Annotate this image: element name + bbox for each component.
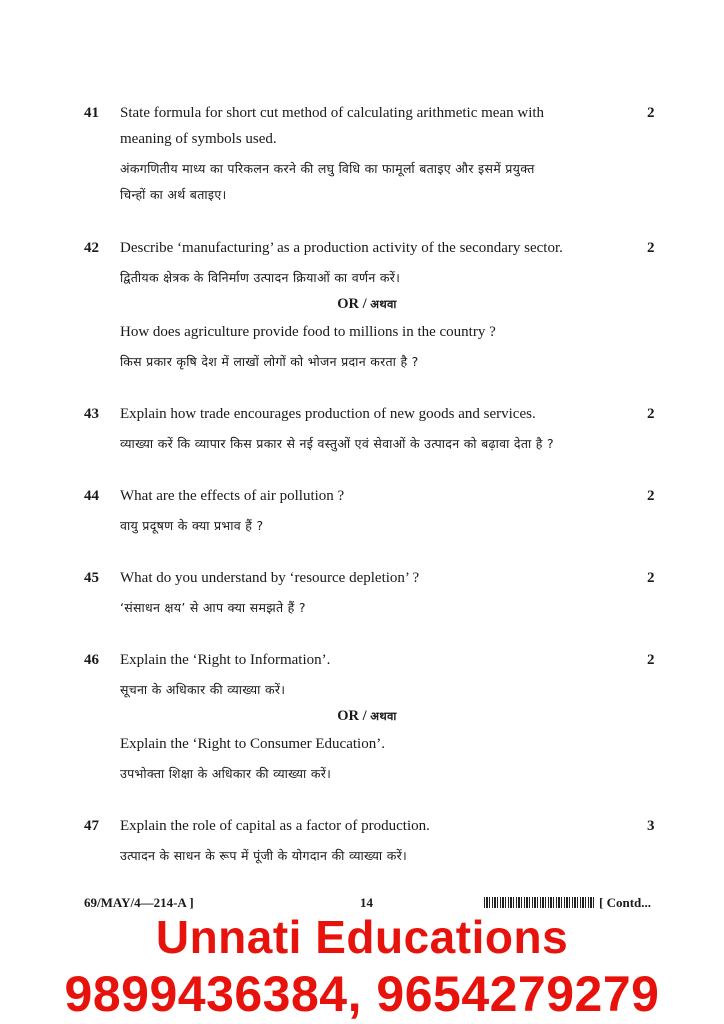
question-text-en: meaning of symbols used.	[120, 131, 277, 147]
watermark-phones: 9899436384, 9654279279	[64, 966, 660, 1022]
marks: 2	[647, 488, 655, 504]
barcode-icon	[484, 897, 594, 908]
question-text-hi: व्याख्या करें कि व्यापार किस प्रकार से नई वस्तुओं एवं सेवाओं के उत्पादन को बढ़ावा देता है ?	[120, 436, 554, 451]
marks: 2	[647, 570, 655, 586]
question-number: 47	[84, 818, 99, 834]
question-text-hi: अंकगणितीय माध्य का परिकलन करने की लघु विधि का फामूर्ला बताइए और इसमें प्रयुक्त	[120, 161, 535, 176]
alt-question-text-hi: किस प्रकार कृषि देश में लाखों लोगों को भोजन प्रदान करता है ?	[120, 354, 419, 369]
question-text-hi: वायु प्रदूषण के क्या प्रभाव हैं ?	[120, 518, 264, 533]
question-text-en: Describe ‘manufacturing’ as a production activity of the secondary sector.	[120, 240, 563, 256]
page-number: 14	[360, 895, 373, 910]
alt-question-text-en: Explain the ‘Right to Consumer Education’.	[120, 736, 385, 752]
or-label: OR	[337, 708, 360, 724]
question-text-hi: द्वितीयक क्षेत्रक के विनिर्माण उत्पादन क्रियाओं का वर्णन करें।	[120, 270, 401, 285]
question-number: 42	[84, 240, 99, 256]
marks: 2	[647, 652, 655, 668]
question-text-en: State formula for short cut method of calculating arithmetic mean with	[120, 105, 545, 121]
question-number: 43	[84, 406, 99, 422]
question-text-en: Explain how trade encourages production of new goods and services.	[120, 406, 536, 422]
question-text-hi: चिन्हों का अर्थ बताइए।	[120, 187, 227, 202]
question-text-en: Explain the ‘Right to Information’.	[120, 652, 331, 668]
alt-question-text-en: How does agriculture provide food to millions in the country ?	[120, 324, 496, 340]
question-text-hi: ‘संसाधन क्षय’ से आप क्या समझते हैं ?	[120, 600, 306, 615]
alt-question-text-hi: उपभोक्ता शिक्षा के अधिकार की व्याख्या करें।	[120, 766, 332, 781]
or-label: OR	[337, 296, 360, 312]
question-text-en: What are the effects of air pollution ?	[120, 488, 345, 504]
question-number: 46	[84, 652, 99, 668]
marks: 2	[647, 406, 655, 422]
question-text-hi: सूचना के अधिकार की व्याख्या करें।	[120, 682, 286, 697]
or-separator: OR / अथवा	[337, 296, 397, 312]
question-number: 45	[84, 570, 99, 586]
question-text-en: Explain the role of capital as a factor of production.	[120, 818, 430, 834]
or-separator: OR / अथवा	[337, 708, 397, 724]
question-number: 41	[84, 105, 99, 121]
question-text-hi: उत्पादन के साधन के रूप में पूंजी के योगदान की व्याख्या करें।	[120, 848, 408, 863]
or-label-hi: अथवा	[370, 709, 397, 723]
paper-code: 69/MAY/4—214-A ]	[84, 895, 194, 910]
or-label-hi: अथवा	[370, 297, 397, 311]
question-number: 44	[84, 488, 99, 504]
question-text-en: What do you understand by ‘resource depletion’ ?	[120, 570, 420, 586]
marks: 2	[647, 240, 655, 256]
marks: 3	[647, 818, 655, 834]
marks: 2	[647, 105, 655, 121]
continued-label: [ Contd...	[599, 895, 652, 910]
watermark-name: Unnati Educations	[155, 911, 569, 963]
